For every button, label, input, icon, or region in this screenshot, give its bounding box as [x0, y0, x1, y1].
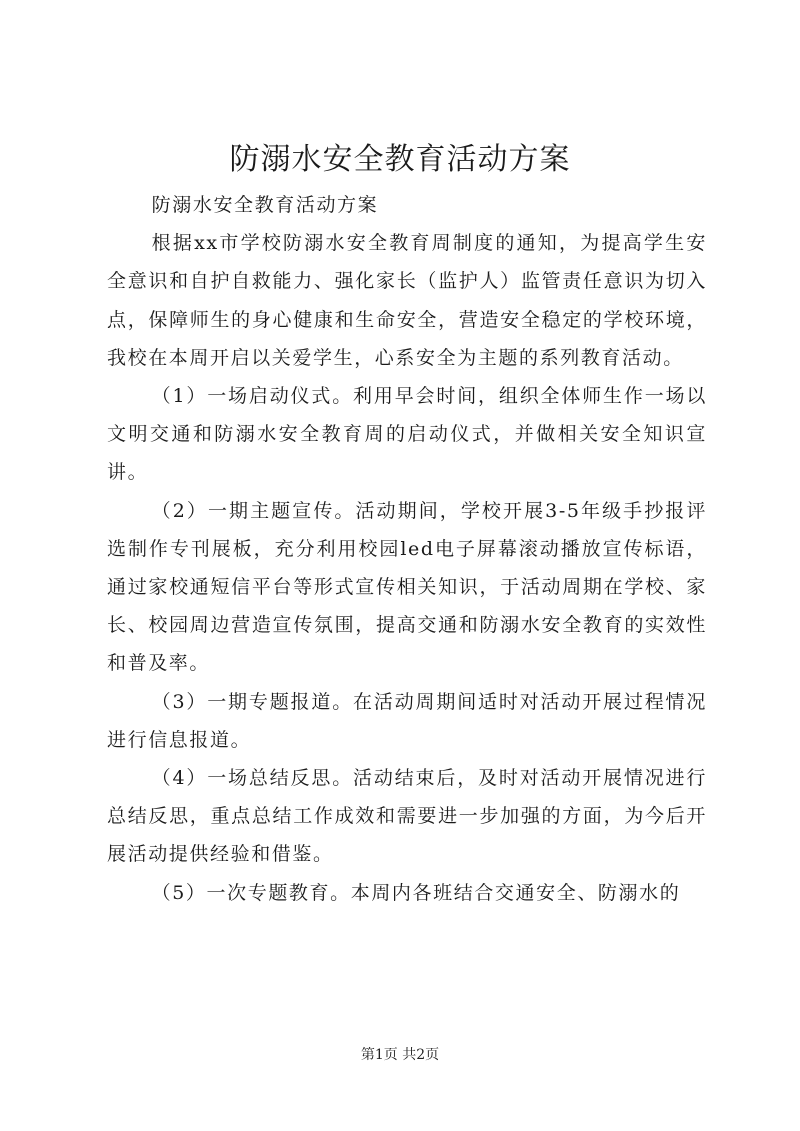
paragraph-item-1: （1）一场启动仪式。利用早会时间，组织全体师生作一场以文明交通和防溺水安全教育周的启动仪式，并做相关安全知识宣讲。 — [107, 385, 707, 484]
document-title: 防溺水安全教育活动方案 — [229, 142, 571, 177]
paragraph-intro: 根据xx市学校防溺水安全教育周制度的通知，为提高学生安全意识和自护自救能力、强化家长（监护人）监管责任意识为切入点，保障师生的身心健康和生命安全，营造安全稳定的学校环境，我校在本周开启以关爱学生，心系安全为主题的系列教育活动。 — [107, 232, 707, 369]
paragraph-item-4: （4）一场总结反思。活动结束后，及时对活动开展情况进行总结反思，重点总结工作成效和需要进一步加强的方面，为今后开展活动提供经验和借鉴。 — [107, 767, 707, 866]
paragraph-item-2: （2）一期主题宣传。活动期间，学校开展3-5年级手抄报评选制作专刊展板，充分利用校园led电子屏幕滚动播放宣传标语，通过家校通短信平台等形式宣传相关知识，于活动周期在学校、家长、校园周边营造宣传氛围，提高交通和防溺水安全教育的实效性和普及率。 — [107, 499, 707, 675]
page-number-footer: 第1页 共2页 — [360, 1047, 440, 1063]
paragraph-subtitle: 防溺水安全教育活动方案 — [151, 194, 379, 216]
paragraph-item-3: （3）一期专题报道。在活动周期间适时对活动开展过程情况进行信息报道。 — [107, 690, 707, 751]
document-body — [107, 186, 707, 912]
paragraph-item-5: （5）一次专题教育。本周内各班结合交通安全、防溺水的 — [151, 881, 681, 904]
